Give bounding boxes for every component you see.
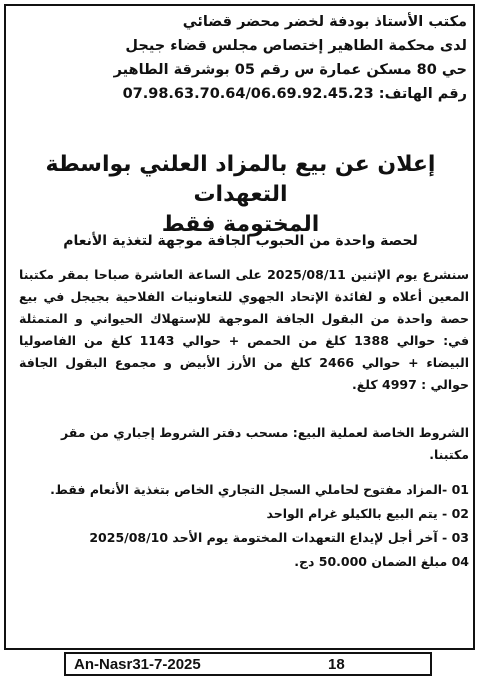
notice-body: سنشرع يوم الإثنين 2025/08/11 على الساعة العاشرة صباحا بمقر مكتبنا المعين أعلاه و لفائدة الإتحاد الجهوي للتعاونيات الفلاحية بجيجل في بيع حصة واحدة من البقول الجافة الموجهة للإستهلاك الحيواني و المتمثلة في: حوالي 1388 كلغ من الحمص + حوالي 1143 كلغ من الفاصوليا البيضاء + حوالي 2466 كلغ من الأرز الأبيض و مجموع البقول الجافة حوالي : 4997 كلغ.: [19, 267, 469, 392]
list-item: 02 - يتم البيع بالكيلو غرام الواحد: [266, 506, 469, 521]
list-item: 04 مبلغ الضمان 50.000 دج.: [294, 554, 469, 569]
phone-label: رقم الهاتف:: [378, 86, 467, 102]
office-line-2: لدى محكمة الطاهير إختصاص مجلس قضاء جيجل: [125, 38, 467, 54]
notice-subtitle: لحصة واحدة من الحبوب الجافة موجهة لتغذية الأنعام: [63, 233, 418, 249]
office-header: [27, 10, 467, 106]
office-phone: [27, 82, 467, 106]
newspaper-issue: An-Nasr31-7-2025: [74, 655, 201, 673]
phone-numbers: 07.98.63.70.64/06.69.92.45.23: [122, 86, 374, 102]
office-line-3: حي 80 مسكن عمارة س رقم 05 بوشرقة الطاهير: [113, 62, 467, 78]
list-item: 01 -المزاد مفتوح لحاملي السجل التجاري الخاص بتغذية الأنعام فقط.: [50, 482, 469, 497]
page-number: 18: [328, 655, 345, 673]
list-item: 03 - آخر أجل لإيداع التعهدات المختومة يوم الأحد 2025/08/10: [89, 530, 469, 545]
office-line-1: مكتب الأستاذ بودفة لخضر محضر قضائي: [182, 14, 467, 30]
notice-items: [19, 478, 469, 574]
notice-title: [10, 150, 471, 240]
notice-conditions: الشروط الخاصة لعملية البيع: مسحب دفتر الشروط إجباري من مقر مكتبنا.: [60, 425, 469, 462]
notice-title-line-1: إعلان عن بيع بالمزاد العلني بواسطة التعهدات: [45, 152, 436, 207]
newspaper-footer: [64, 652, 432, 676]
notice-title-line-2: المختومة فقط: [161, 212, 320, 237]
